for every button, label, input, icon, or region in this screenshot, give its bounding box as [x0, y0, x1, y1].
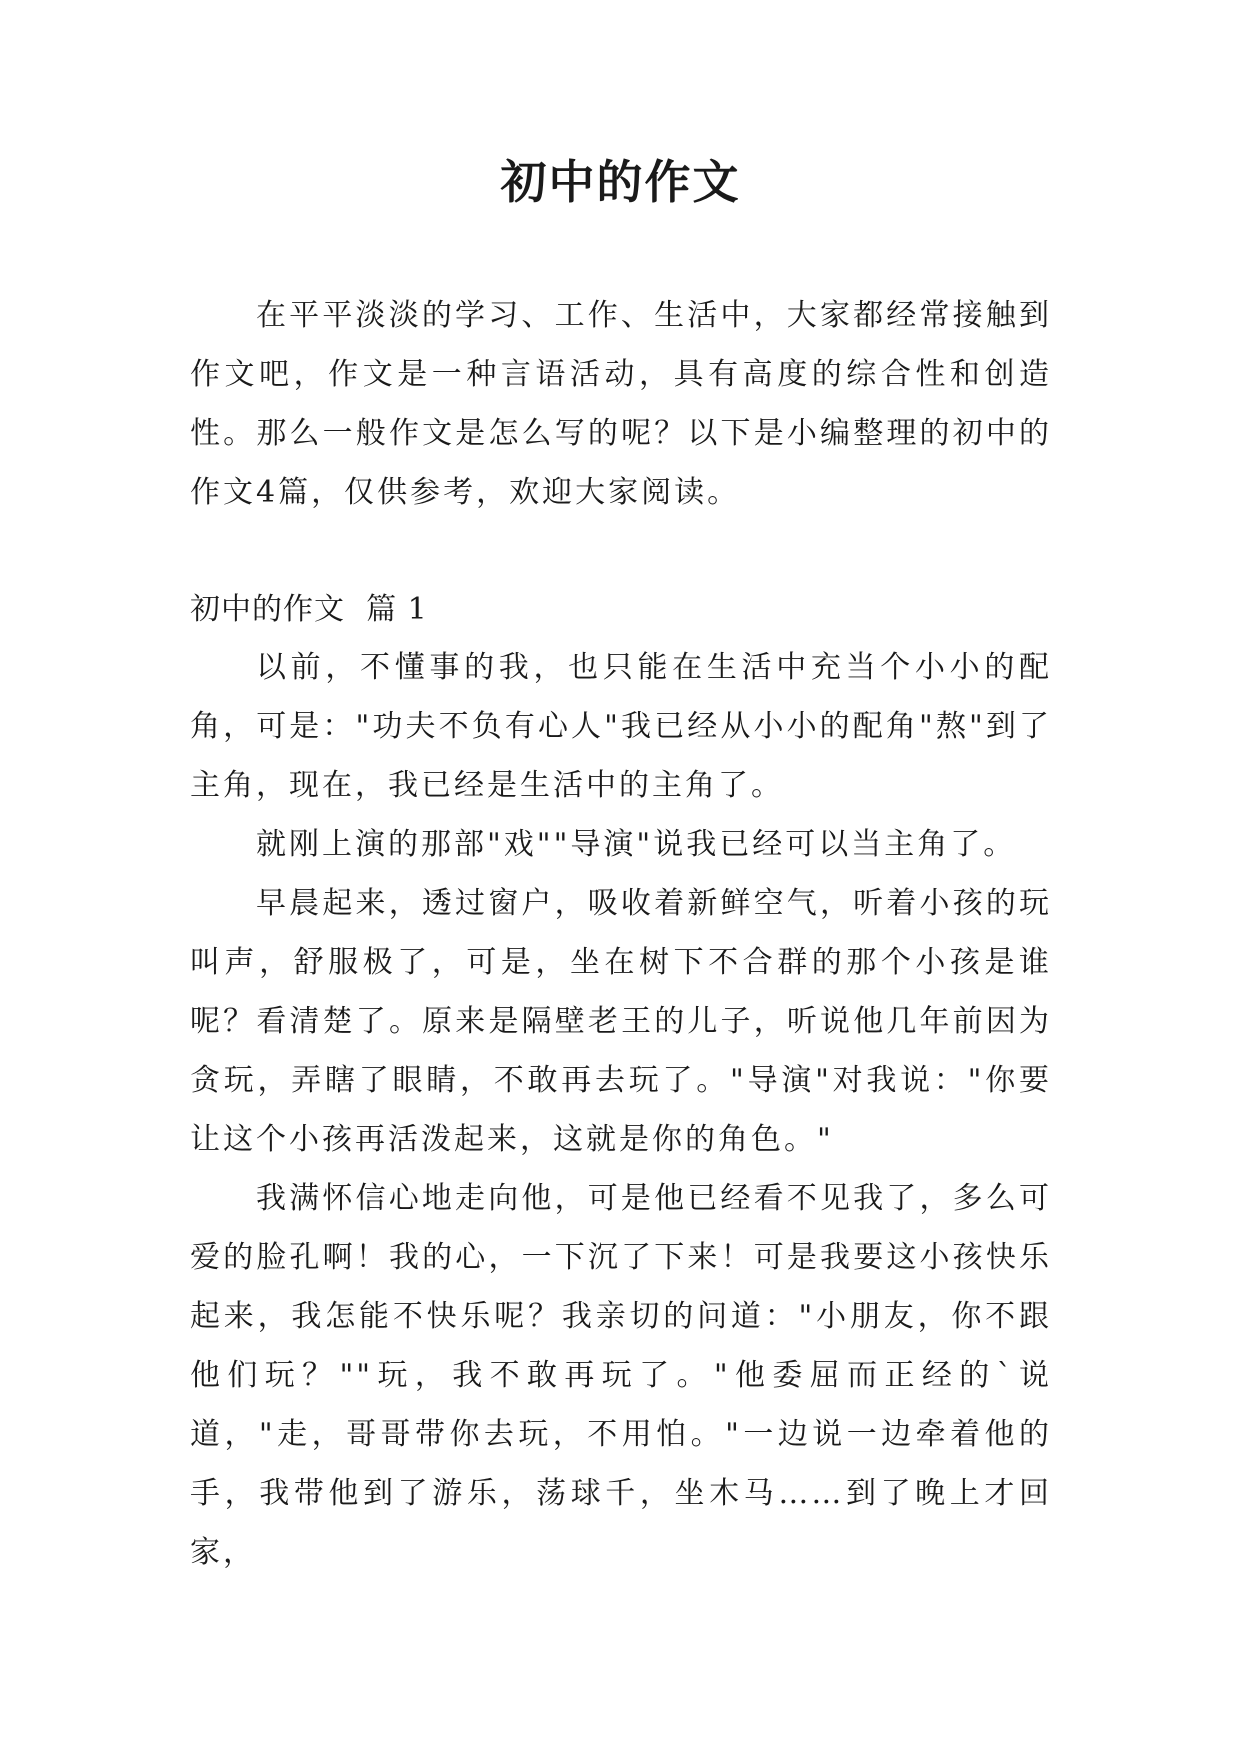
- essay-paragraph: 早晨起来，透过窗户，吸收着新鲜空气，听着小孩的玩叫声，舒服极了，可是，坐在树下不合群的那个小孩是谁呢？看清楚了。原来是隔壁老王的儿子，听说他几年前因为贪玩，弄瞎了眼睛，不敢再去玩了。"导演"对我说："你要让这个小孩再活泼起来，这就是你的角色。": [190, 886, 1052, 1157]
- essay-paragraph: 就刚上演的那部"戏""导演"说我已经可以当主角了。: [256, 827, 1017, 862]
- document-title: 初中的作文: [500, 155, 741, 209]
- essay-body: [190, 638, 1052, 1582]
- section-heading: 初中的作文 篇 1: [190, 592, 428, 627]
- intro-paragraph: 在平平淡淡的学习、工作、生活中，大家都经常接触到作文吧，作文是一种言语活动，具有高度的综合性和创造性。那么一般作文是怎么写的呢？以下是小编整理的初中的作文4篇，仅供参考，欢迎大家阅读。: [190, 298, 1052, 510]
- essay-paragraph: 以前，不懂事的我，也只能在生活中充当个小小的配角，可是："功夫不负有心人"我已经从小小的配角"熬"到了主角，现在，我已经是生活中的主角了。: [190, 650, 1052, 803]
- essay-paragraph: 我满怀信心地走向他，可是他已经看不见我了，多么可爱的脸孔啊！我的心，一下沉了下来！可是我要这小孩快乐起来，我怎能不快乐呢？我亲切的问道："小朋友，你不跟他们玩？""玩，我不敢再玩了。"他委屈而正经的`说道，"走，哥哥带你去玩，不用怕。"一边说一边牵着他的手，我带他到了游乐，荡球千，坐木马……到了晚上才回家，: [190, 1181, 1052, 1570]
